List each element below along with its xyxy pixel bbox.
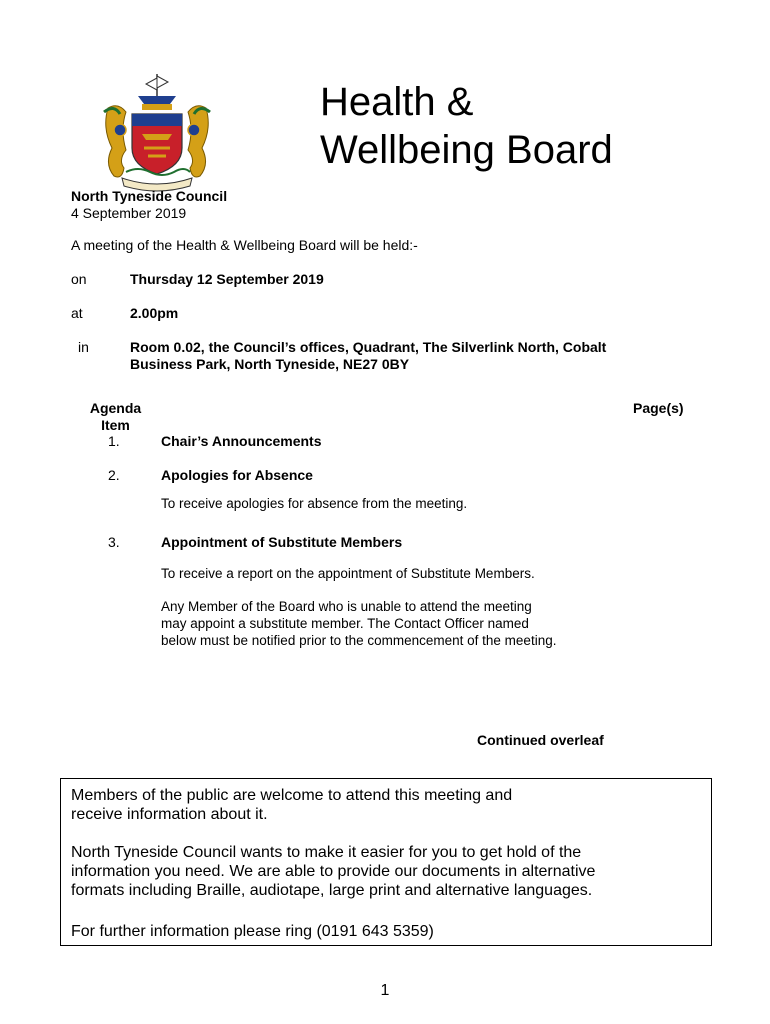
meeting-location [130,339,606,373]
notice-paragraph-1 [71,786,691,824]
continued-overleaf: Continued overleaf [477,732,604,748]
agenda-item-number: 1. [108,433,120,449]
title-line-2: Wellbeing Board [320,128,613,172]
agenda-item-title: Chair’s Announcements [161,433,322,449]
council-crest-logo [98,68,216,192]
public-notice-box [60,778,712,946]
meeting-intro: A meeting of the Health & Wellbeing Board will be held:- [71,237,418,253]
agenda-item-title: Apologies for Absence [161,467,313,483]
notice-phone: For further information please ring (0191 643 5359) [71,923,434,940]
agenda-header-line-1: Agenda [89,400,142,416]
location-line-1: Room 0.02, the Council’s offices, Quadrant, The Silverlink North, Cobalt [130,339,607,355]
agenda-header-line-2: Item [101,417,130,433]
notice-p2-line-1: North Tyneside Council wants to make it easier for you to get hold of the [71,844,582,861]
meeting-time: 2.00pm [130,305,179,321]
note-line-1: Any Member of the Board who is unable to attend the meeting [161,599,532,614]
pages-header: Page(s) [633,400,684,416]
note-line-3: below must be notified prior to the commencement of the meeting. [161,633,557,648]
on-label: on [71,271,87,287]
board-title [320,78,613,174]
in-label: in [78,339,89,355]
note-line-2: may appoint a substitute member. The Contact Officer named [161,616,529,631]
agenda-item-number: 2. [108,467,120,483]
page-number: 1 [380,982,390,999]
notice-p1-line-1: Members of the public are welcome to attend this meeting and [71,787,513,804]
agenda-item-header [88,400,143,434]
document-date: 4 September 2019 [71,205,187,221]
agenda-item-title: Appointment of Substitute Members [161,534,403,550]
agenda-item-number: 3. [108,534,120,550]
notice-p1-line-2: receive information about it. [71,806,268,823]
meeting-day: Thursday 12 September 2019 [130,271,324,287]
notice-p2-line-2: information you need. We are able to provide our documents in alternative [71,863,596,880]
agenda-item-description: To receive apologies for absence from the meeting. [161,496,468,511]
agenda-item-note [161,598,556,649]
location-line-2: Business Park, North Tyneside, NE27 0BY [130,356,410,372]
notice-p2-line-3: formats including Braille, audiotape, large print and alternative languages. [71,882,593,899]
at-label: at [71,305,83,321]
notice-paragraph-2 [71,843,691,900]
agenda-item-description: To receive a report on the appointment of Substitute Members. [161,566,535,581]
title-line-1: Health & [320,80,474,124]
council-name: North Tyneside Council [71,188,228,204]
